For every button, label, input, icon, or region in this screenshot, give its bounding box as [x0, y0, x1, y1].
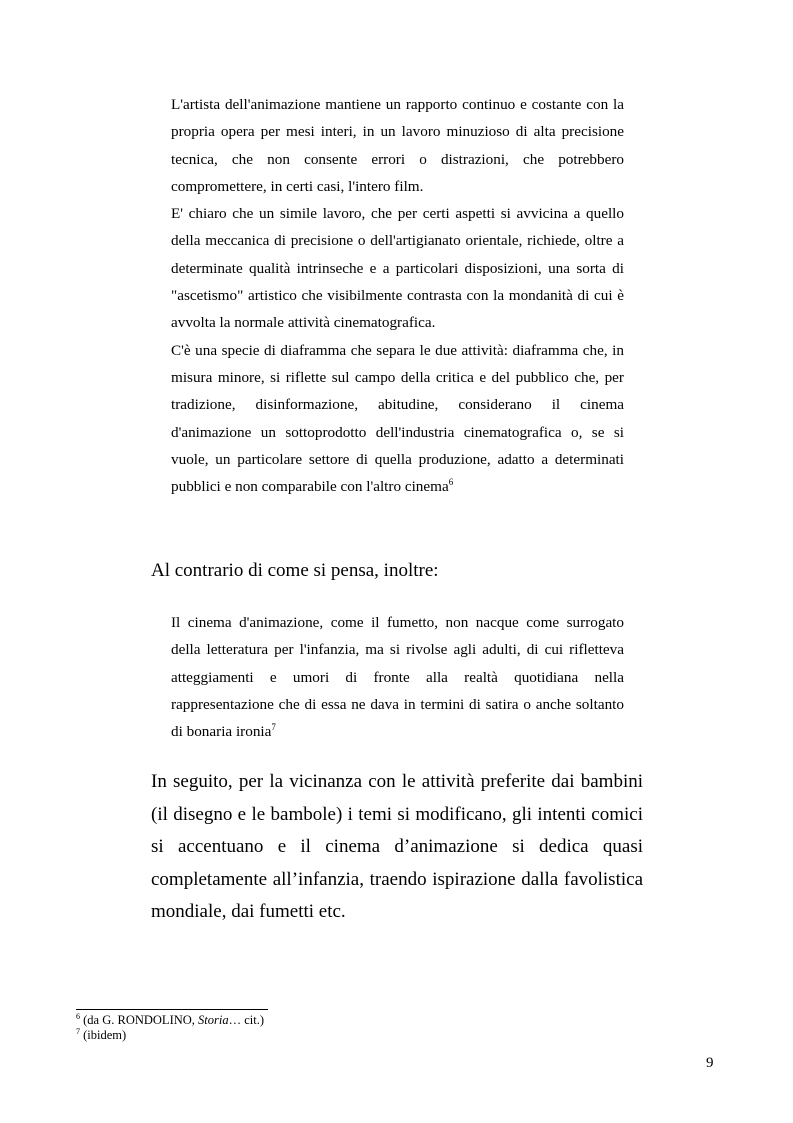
footnote-7: [76, 1028, 264, 1043]
footnote-separator: [76, 1009, 268, 1010]
body-paragraph: In seguito, per la vicinanza con le attività preferite dai bambini (il disegno e le bambole) i temi si modificano, gli intenti comici si accentuano e il cinema d’animazione si dedica quasi completamente all’infanzia, traendo ispirazione dalla favolistica mondiale, dai fumetti etc.: [151, 771, 643, 922]
quote-paragraph-text: C'è una specie di diaframma che separa le due attività: diaframma che, in misura minore, si riflette sul campo della critica e del pubblico che, per tradizione, disinformazione, abitudine, considerano il cinema d'animazione un sottoprodotto dell'industria cinematografica o, se si vuole, un particolare settore di quella produzione, adatto a determinati pubblici e non comparabile con l'altro cinema: [171, 341, 624, 496]
quote-paragraph: [171, 337, 624, 501]
page-number: 9: [706, 1055, 714, 1071]
footnote-text: (ibidem): [83, 1028, 127, 1042]
intro-sentence: Al contrario di come si pensa, inoltre:: [151, 560, 439, 581]
block-quote-2: [171, 609, 624, 745]
quote-paragraph: E' chiaro che un simile lavoro, che per certi aspetti si avvicina a quello della meccanica di precisione o dell'artigianato orientale, richiede, oltre a determinate qualità intrinseche e a particolari disposizioni, una sorta di "ascetismo" artistico che visibilmente contrasta con la mondanità di cui è avvolta la normale attività cinematografica.: [171, 205, 624, 332]
footnote-number: 6: [76, 1012, 80, 1021]
quote-paragraph: [171, 609, 624, 745]
footnotes: [76, 1013, 264, 1043]
footnote-text-end: … cit.): [228, 1013, 265, 1027]
footnote-number: 7: [76, 1027, 80, 1036]
footnote-text: (da G. RONDOLINO,: [83, 1013, 199, 1027]
quote-paragraph-text: Il cinema d'animazione, come il fumetto, non nacque come surrogato della letteratura per l'infanzia, ma si rivolse agli adulti, di cui rifletteva atteggiamenti e umori di fronte alla realtà quotidiana nella rappresentazione che di essa ne dava in termini di satira o anche soltanto di bonaria ironia: [171, 614, 624, 741]
footnote-6: [76, 1013, 264, 1028]
block-quote-1: [171, 91, 624, 500]
footnote-reference[interactable]: 7: [271, 722, 276, 733]
footnote-title: Storia: [198, 1013, 229, 1027]
footnote-reference[interactable]: 6: [448, 477, 454, 488]
quote-paragraph: L'artista dell'animazione mantiene un rapporto continuo e costante con la propria opera per mesi interi, in un lavoro minuzioso di alta precisione tecnica, che non consente errori o distrazioni, che potrebbero compromettere, in certi casi, l'intero film.: [171, 96, 624, 195]
